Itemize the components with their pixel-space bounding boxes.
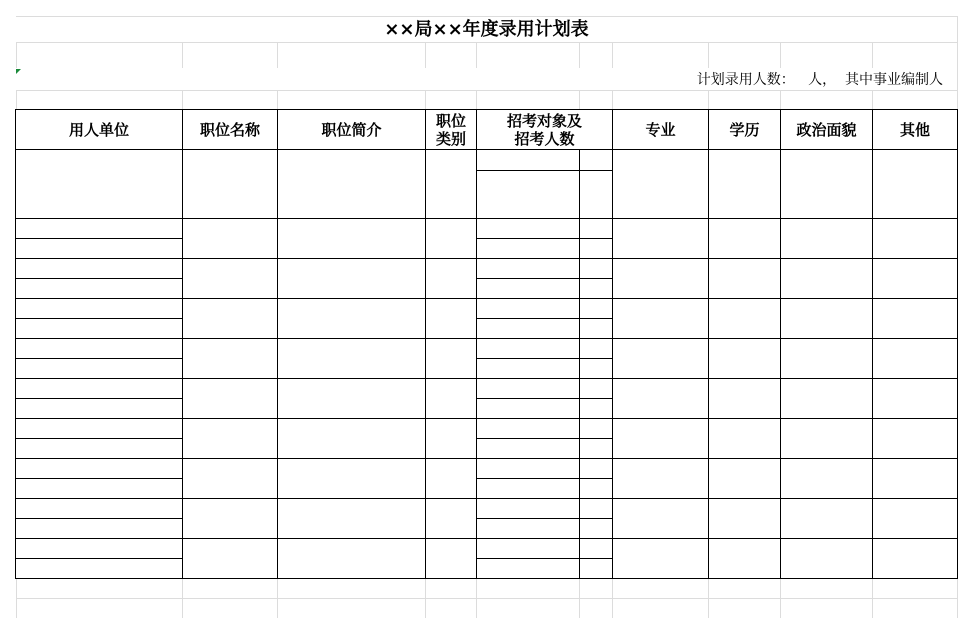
table-cell[interactable] xyxy=(183,379,277,418)
table-cell[interactable] xyxy=(16,539,182,578)
table-cell[interactable] xyxy=(426,219,476,258)
table-cell[interactable] xyxy=(16,339,182,378)
table-cell[interactable] xyxy=(580,539,612,578)
border-column xyxy=(957,109,958,579)
header-political-status[interactable]: 政治面貌 xyxy=(796,120,857,139)
table-cell[interactable] xyxy=(613,259,708,298)
table-cell[interactable] xyxy=(709,299,780,338)
table-cell[interactable] xyxy=(183,150,277,218)
cell-comment-marker-icon xyxy=(16,69,21,74)
header-unit[interactable]: 用人单位 xyxy=(68,120,129,139)
gridline-horizontal xyxy=(16,42,957,43)
table-cell[interactable] xyxy=(781,379,872,418)
table-cell[interactable] xyxy=(580,219,612,258)
table-cell[interactable] xyxy=(781,299,872,338)
table-cell[interactable] xyxy=(16,150,182,218)
table-cell[interactable] xyxy=(613,219,708,258)
header-major[interactable]: 专业 xyxy=(645,120,676,139)
sheet-title[interactable]: ××局××年度录用计划表 xyxy=(384,19,589,40)
table-cell[interactable] xyxy=(873,339,957,378)
table-cell[interactable] xyxy=(580,459,612,498)
table-cell[interactable] xyxy=(613,299,708,338)
table-cell[interactable] xyxy=(477,539,579,578)
table-cell[interactable] xyxy=(183,299,277,338)
table-cell[interactable] xyxy=(873,459,957,498)
table-cell[interactable] xyxy=(278,459,425,498)
table-cell[interactable] xyxy=(873,539,957,578)
table-cell[interactable] xyxy=(278,299,425,338)
table-cell[interactable] xyxy=(709,219,780,258)
table-cell[interactable] xyxy=(426,539,476,578)
table-cell[interactable] xyxy=(278,419,425,458)
table-cell[interactable] xyxy=(183,459,277,498)
table-cell[interactable] xyxy=(873,299,957,338)
table-cell[interactable] xyxy=(709,539,780,578)
table-cell[interactable] xyxy=(781,259,872,298)
table-cell[interactable] xyxy=(278,259,425,298)
table-cell[interactable] xyxy=(477,419,579,458)
table-cell[interactable] xyxy=(613,419,708,458)
table-cell[interactable] xyxy=(613,499,708,538)
table-cell[interactable] xyxy=(709,259,780,298)
table-cell[interactable] xyxy=(781,339,872,378)
table-cell[interactable] xyxy=(709,419,780,458)
table-cell[interactable] xyxy=(580,499,612,538)
table-cell[interactable] xyxy=(477,259,579,298)
table-cell[interactable] xyxy=(477,299,579,338)
table-cell[interactable] xyxy=(709,379,780,418)
table-cell[interactable] xyxy=(873,419,957,458)
table-cell[interactable] xyxy=(426,379,476,418)
table-cell[interactable] xyxy=(477,219,579,258)
table-cell[interactable] xyxy=(709,339,780,378)
table-cell[interactable] xyxy=(278,499,425,538)
table-cell[interactable] xyxy=(477,379,579,418)
table-cell[interactable] xyxy=(580,259,612,298)
table-cell[interactable] xyxy=(781,150,872,218)
table-cell[interactable] xyxy=(580,150,612,218)
table-cell[interactable] xyxy=(873,150,957,218)
table-cell[interactable] xyxy=(781,459,872,498)
table-cell[interactable] xyxy=(709,150,780,218)
table-cell[interactable] xyxy=(426,499,476,538)
table-cell[interactable] xyxy=(709,459,780,498)
table-cell[interactable] xyxy=(873,379,957,418)
table-cell[interactable] xyxy=(873,219,957,258)
table-cell[interactable] xyxy=(16,419,182,458)
table-cell[interactable] xyxy=(873,259,957,298)
table-cell[interactable] xyxy=(613,459,708,498)
table-cell[interactable] xyxy=(426,150,476,218)
header-other[interactable]: 其他 xyxy=(899,120,930,139)
header-education[interactable]: 学历 xyxy=(729,120,760,139)
table-cell[interactable] xyxy=(613,539,708,578)
table-cell[interactable] xyxy=(580,339,612,378)
table-cell[interactable] xyxy=(426,299,476,338)
table-cell[interactable] xyxy=(16,379,182,418)
table-cell[interactable] xyxy=(781,539,872,578)
border-bottom xyxy=(15,578,958,579)
table-cell[interactable] xyxy=(16,219,182,258)
table-cell[interactable] xyxy=(426,259,476,298)
table-cell[interactable] xyxy=(781,219,872,258)
table-cell[interactable] xyxy=(477,499,579,538)
table-cell[interactable] xyxy=(16,499,182,538)
table-cell[interactable] xyxy=(477,150,579,218)
table-cell[interactable] xyxy=(781,499,872,538)
table-cell[interactable] xyxy=(613,379,708,418)
table-cell[interactable] xyxy=(16,459,182,498)
table-cell[interactable] xyxy=(426,339,476,378)
table-cell[interactable] xyxy=(16,259,182,298)
table-cell[interactable] xyxy=(278,539,425,578)
header-target-count[interactable]: 招考对象及 招考人数 xyxy=(506,111,582,148)
table-cell[interactable] xyxy=(16,299,182,338)
header-position-type[interactable]: 职位 类别 xyxy=(435,111,466,148)
table-cell[interactable] xyxy=(183,219,277,258)
table-cell[interactable] xyxy=(873,499,957,538)
table-cell[interactable] xyxy=(183,339,277,378)
table-cell[interactable] xyxy=(183,499,277,538)
header-position-desc[interactable]: 职位简介 xyxy=(321,120,382,139)
table-cell[interactable] xyxy=(278,219,425,258)
table-cell[interactable] xyxy=(278,150,425,218)
table-cell[interactable] xyxy=(183,539,277,578)
table-cell[interactable] xyxy=(183,419,277,458)
table-cell[interactable] xyxy=(580,379,612,418)
table-cell[interactable] xyxy=(183,259,277,298)
planned-hires-note[interactable]: 计划录用人数： 人， 其中事业编制人 xyxy=(696,72,943,88)
table-cell[interactable] xyxy=(613,150,708,218)
table-cell[interactable] xyxy=(477,339,579,378)
table-cell[interactable] xyxy=(426,419,476,458)
header-position-name[interactable]: 职位名称 xyxy=(199,120,260,139)
table-cell[interactable] xyxy=(580,299,612,338)
table-cell[interactable] xyxy=(278,339,425,378)
table-cell[interactable] xyxy=(781,419,872,458)
table-cell[interactable] xyxy=(580,419,612,458)
gridline-horizontal xyxy=(16,598,957,599)
table-cell[interactable] xyxy=(613,339,708,378)
table-cell[interactable] xyxy=(426,459,476,498)
table-cell[interactable] xyxy=(278,379,425,418)
table-cell[interactable] xyxy=(477,459,579,498)
table-cell[interactable] xyxy=(709,499,780,538)
